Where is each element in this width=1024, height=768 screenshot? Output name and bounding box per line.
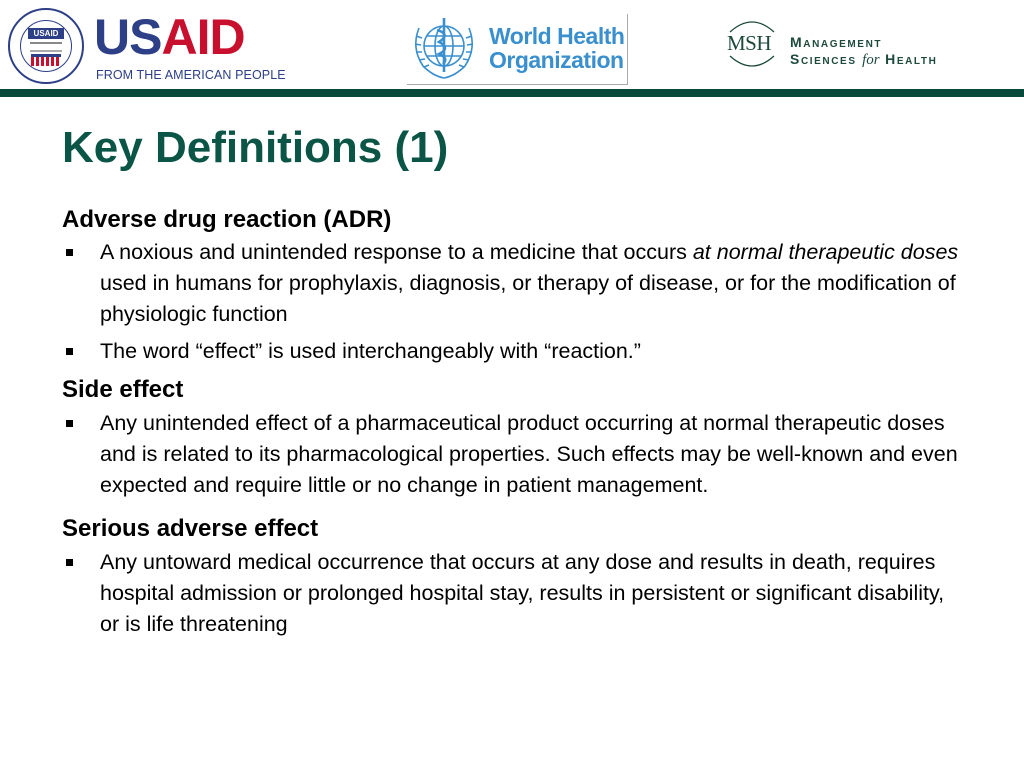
who-emblem-icon (407, 14, 481, 82)
section-serious-adverse-effect (62, 513, 962, 640)
square-bullet-icon (66, 249, 73, 256)
bullet-item: Any unintended effect of a pharmaceutical product occurring at normal therapeutic doses and is related to its pharmacological properties. Such effects may be well-known and even expected and require little or no change in patient management. (62, 408, 962, 501)
section-heading: Serious adverse effect (62, 515, 319, 542)
slide-body (62, 204, 962, 640)
usaid-seal-tag: USAID (28, 28, 64, 39)
square-bullet-icon (66, 559, 73, 566)
msh-monogram: MSH (727, 31, 772, 55)
section-side-effect (62, 374, 962, 501)
who-logo (407, 14, 628, 85)
usaid-tagline: FROM THE AMERICAN PEOPLE (96, 68, 286, 82)
usaid-wordmark: USAID (94, 9, 245, 65)
slide-title: Key Definitions (1) (62, 123, 449, 172)
logo-header (0, 0, 1024, 89)
header-divider (0, 89, 1024, 97)
square-bullet-icon (66, 348, 73, 355)
section-adr (62, 204, 962, 367)
section-heading: Side effect (62, 376, 184, 403)
who-wordmark: World Health Organization (489, 23, 625, 73)
handshake-icon (30, 42, 62, 52)
section-heading: Adverse drug reaction (ADR) (62, 206, 392, 233)
bullet-item: The word “effect” is used interchangeably with “reaction.” (62, 336, 962, 367)
square-bullet-icon (66, 420, 73, 427)
msh-wordmark: Management Sciences for Health (790, 34, 938, 68)
usaid-logo (6, 6, 286, 84)
bullet-item: A noxious and unintended response to a medicine that occurs at normal therapeutic doses used in humans for prophylaxis, diagnosis, or therapy of disease, or for the modification of physiologic function (62, 237, 962, 330)
msh-logo (724, 14, 994, 74)
flag-shield-icon (31, 54, 61, 66)
usaid-seal-icon (8, 8, 84, 84)
bullet-item: Any untoward medical occurrence that occurs at any dose and results in death, requires hospital admission or prolonged hospital stay, results in persistent or significant disability, or is life threatening (62, 547, 962, 640)
